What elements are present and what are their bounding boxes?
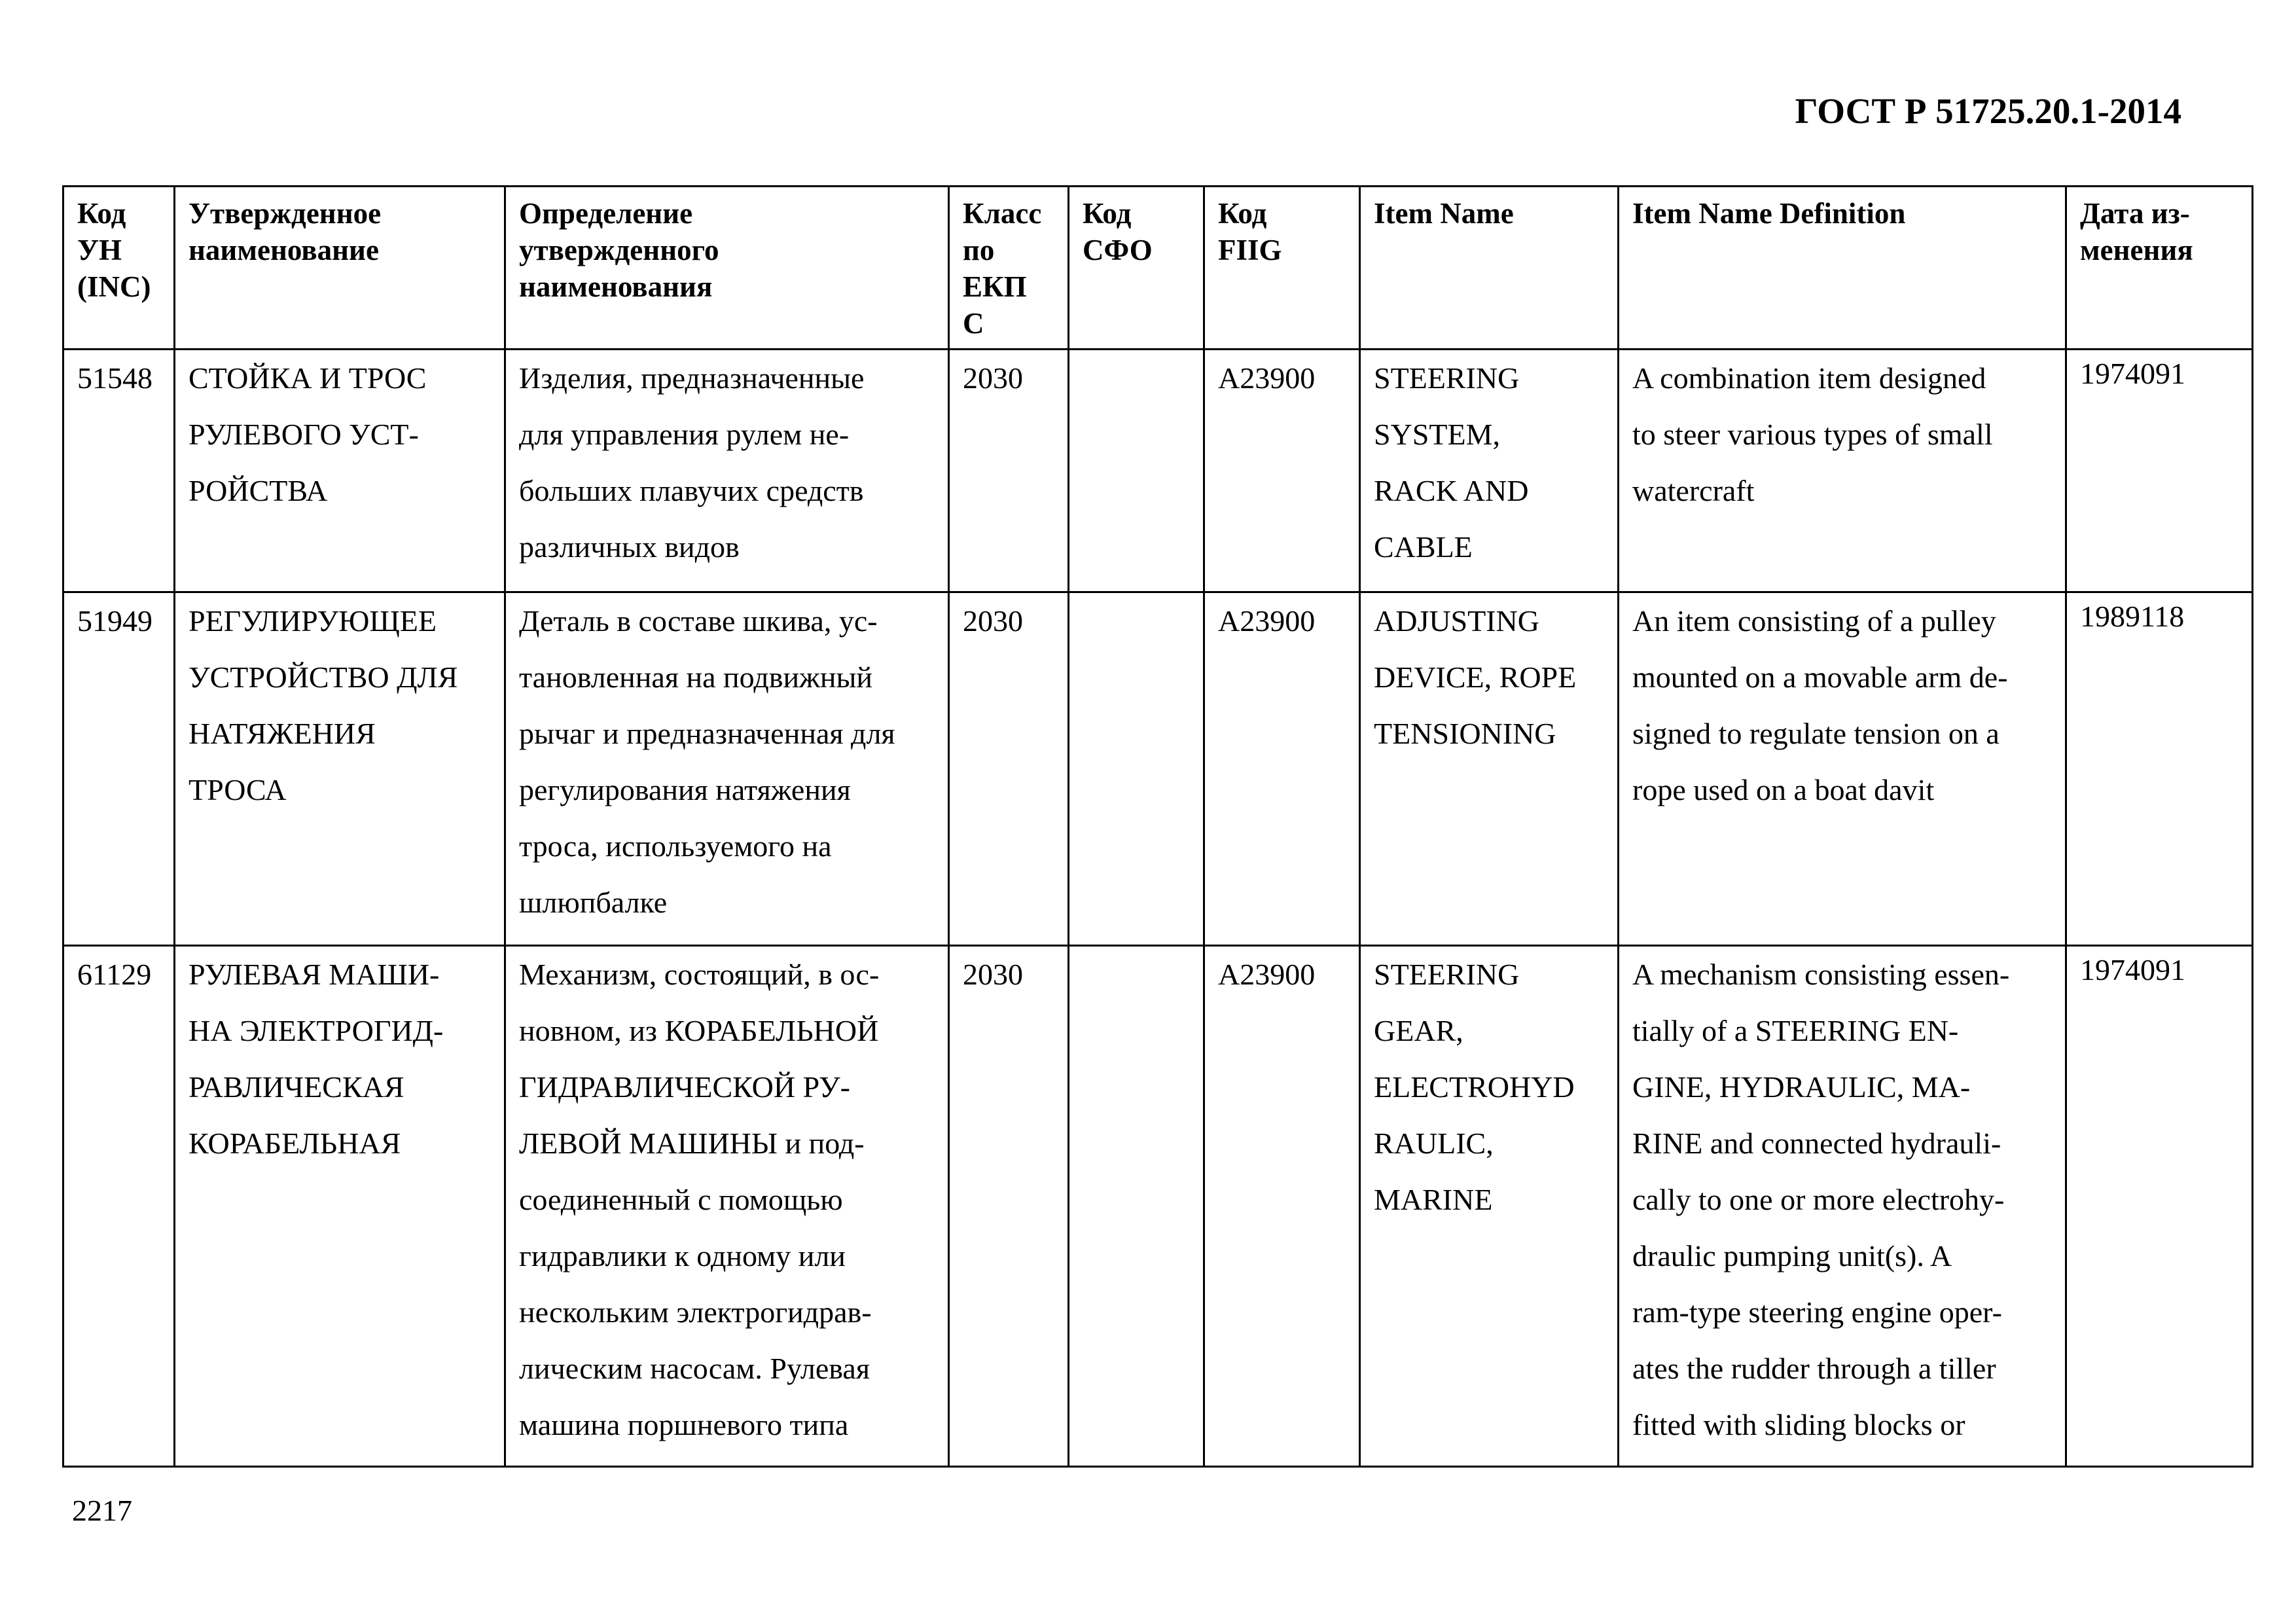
cell-fiig: A23900 (1204, 592, 1360, 946)
cell-name: РУЛЕВАЯ МАШИ- НА ЭЛЕКТРОГИД- РАВЛИЧЕСКАЯ КОРАБЕЛЬНАЯ (175, 946, 505, 1467)
cell-item-definition: A combination item designed to steer various types of small watercraft (1619, 350, 2066, 592)
cell-item-name: STEERING SYSTEM, RACK AND CABLE (1360, 350, 1619, 592)
column-header-definition: Определение утвержденного наименования (505, 187, 949, 350)
cell-item-name: STEERING GEAR, ELECTROHYD RAULIC, MARINE (1360, 946, 1619, 1467)
nomenclature-table (62, 185, 2253, 1468)
cell-sfo (1069, 946, 1204, 1467)
cell-definition: Деталь в составе шкива, ус- тановленная на подвижный рычаг и предназначенная для регулирования натяжения троса, используемого на шлюпбалке (505, 592, 949, 946)
cell-definition: Изделия, предназначенные для управления рулем не- больших плавучих средств различных видов (505, 350, 949, 592)
nomenclature-table-container (62, 185, 2251, 1468)
column-header-class: Класс по ЕКП С (949, 187, 1069, 350)
table-row (63, 350, 2253, 592)
document-header: ГОСТ Р 51725.20.1-2014 (1795, 91, 2181, 131)
cell-item-definition: An item consisting of a pulley mounted on a movable arm de- signed to regulate tension on a rope used on a boat davit (1619, 592, 2066, 946)
cell-item-name: ADJUSTING DEVICE, ROPE TENSIONING (1360, 592, 1619, 946)
cell-sfo (1069, 592, 1204, 946)
cell-date: 1989118 (2066, 592, 2253, 946)
cell-fiig: A23900 (1204, 946, 1360, 1467)
cell-date: 1974091 (2066, 946, 2253, 1467)
column-header-name: Утвержденное наименование (175, 187, 505, 350)
cell-code: 51949 (63, 592, 175, 946)
cell-date: 1974091 (2066, 350, 2253, 592)
table-row (63, 946, 2253, 1467)
column-header-sfo: Код СФО (1069, 187, 1204, 350)
table-header-row (63, 187, 2253, 350)
cell-class: 2030 (949, 592, 1069, 946)
cell-class: 2030 (949, 350, 1069, 592)
cell-name: СТОЙКА И ТРОС РУЛЕВОГО УСТ- РОЙСТВА (175, 350, 505, 592)
column-header-date: Дата из- менения (2066, 187, 2253, 350)
column-header-item-definition: Item Name Definition (1619, 187, 2066, 350)
cell-item-definition: A mechanism consisting essen- tially of a STEERING EN- GINE, HYDRAULIC, MA- RINE and connected hydrauli- cally to one or more electrohy- draulic pumping unit(s). A ram-type steering engine oper- ates the rudder through a tiller fitted with sliding blocks or (1619, 946, 2066, 1467)
table-row (63, 592, 2253, 946)
cell-fiig: A23900 (1204, 350, 1360, 592)
cell-definition: Механизм, состоящий, в ос- новном, из КОРАБЕЛЬНОЙ ГИДРАВЛИЧЕСКОЙ РУ- ЛЕВОЙ МАШИНЫ и под- соединенный с помощью гидравлики к одному или нескольким электрогидрав- лическим насосам. Рулевая машина поршневого типа (505, 946, 949, 1467)
cell-sfo (1069, 350, 1204, 592)
cell-code: 51548 (63, 350, 175, 592)
column-header-fiig: Код FIIG (1204, 187, 1360, 350)
cell-code: 61129 (63, 946, 175, 1467)
cell-class: 2030 (949, 946, 1069, 1467)
column-header-code: Код УН (INC) (63, 187, 175, 350)
page-number: 2217 (72, 1494, 132, 1527)
cell-name: РЕГУЛИРУЮЩЕЕ УСТРОЙСТВО ДЛЯ НАТЯЖЕНИЯ ТРОСА (175, 592, 505, 946)
column-header-item-name: Item Name (1360, 187, 1619, 350)
